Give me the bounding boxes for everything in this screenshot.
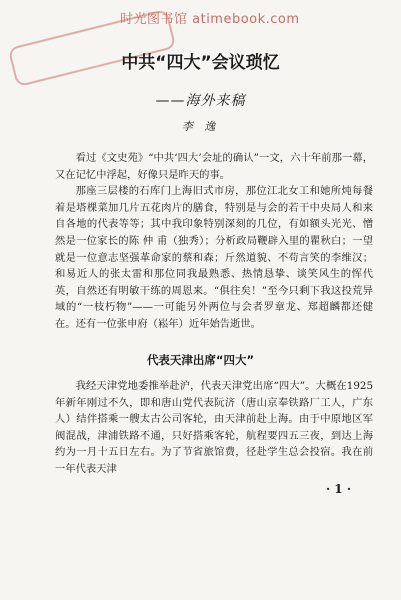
paragraph: 那座三层楼的石库门上海旧式市房，那位江北女工和她所炖每餐着是塔棵菜加几片五花肉片的膳食，特别是与会的若干中央局人和来自各地的代表等等；其中我印象特别深刻的几位，有如额头光光、憎然是一位家长的陈 仲 甫（独秀）；分析政局鞭辟入里的瞿秋白；一望就是一位意志坚强革命家的蔡和森；斤然道貌、不苟言笑的李维汉；和易近人的张太雷和那位同我最熟悉、热情恳挚、谈笑风生的恽代英，自然还有明敏干练的周恩来。“俱往矣！”至今只剩下我这投荒异域的“一枝朽物”——一可能另外两位与会者罗章龙、郑超麟都还健在。还有一位张申府（崧年）近年始告逝世。	[55, 185, 373, 330]
paragraph: 看过《文史苑》“中共‘四大’会址的确认”一文，六十年前那一幕，又在记忆中浮起，好像只是昨天的事。	[55, 152, 373, 181]
watermark-text: 时光图书馆 atimebook.com	[120, 12, 300, 27]
article-subtitle: ——海外来稿	[155, 93, 246, 109]
section-heading: 代表天津出席“四大”	[146, 353, 255, 367]
author-name: 李 逸	[181, 120, 220, 133]
article-title: 中共“四大”会议琐忆	[121, 53, 280, 73]
page-number: · 1 ·	[325, 482, 351, 496]
body-text	[55, 150, 373, 333]
paragraph: 我经天津党地委推举赴沪，代表天津党出席“四大”。大概在1925年新年刚过不久，即和唐山党代表阮济（唐山京奉铁路厂工人，广东人）结伴搭乘一艘太古公司客轮，由天津前赴上海。由于中原地区军阀混战，津浦铁路不通，只好搭乘客轮，航程要四五三夜，到达上海约为一月十五日左右。为了节省旅馆费，径赴学生总会投宿。我在前一年代表天津	[55, 380, 373, 475]
body-text-2	[55, 378, 373, 478]
